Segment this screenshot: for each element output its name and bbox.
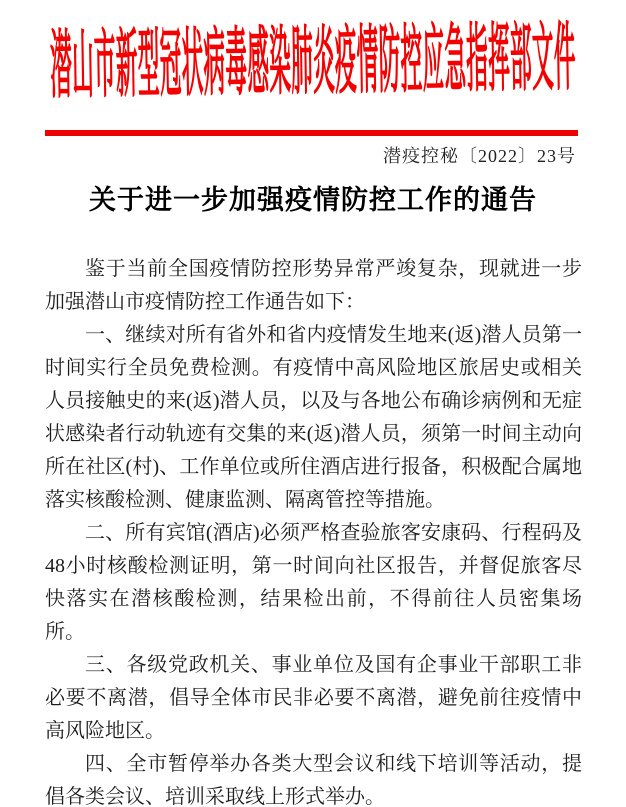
paragraph-intro: 鉴于当前全国疫情防控形势异常严竣复杂，现就进一步加强潜山市疫情防控工作通告如下： xyxy=(45,258,582,313)
paragraph-item-4: 四、全市暂停举办各类大型会议和线下培训等活动，提倡各类会议、培训采取线上形式举办。 xyxy=(45,753,582,807)
document-number: 潜疫控秘〔2022〕23号 xyxy=(383,146,576,166)
document-body xyxy=(45,253,582,807)
document-title: 关于进一步加强疫情防控工作的通告 xyxy=(89,185,537,215)
paragraph-item-2: 二、所有宾馆(酒店)必须严格查验旅客安康码、行程码及48小时核酸检测证明，第一时间向社区报告，并督促旅客尽快落实在潜核酸检测，结果检出前，不得前往人员密集场所。 xyxy=(45,522,582,643)
red-header-banner xyxy=(0,12,626,120)
paragraph-item-3: 三、各级党政机关、事业单位及国有企事业干部职工非必要不离潜，倡导全体市民非必要不离潜，避免前往疫情中高风险地区。 xyxy=(45,654,582,742)
paragraph-item-1: 一、继续对所有省外和省内疫情发生地来(返)潜人员第一时间实行全员免费检测。有疫情中高风险地区旅居史或相关人员接触史的来(返)潜人员，以及与各地公布确诊病例和无症状感染者行动轨迹有交集的来(返)潜人员，须第一时间主动向所在社区(村)、工作单位或所住酒店进行报备，积极配合属地落实核酸检测、健康监测、隔离管控等措施。 xyxy=(45,324,582,511)
red-divider-line xyxy=(45,130,578,136)
agency-banner-text: 潜山市新型冠状病毒感染肺炎疫情防控应急指挥部文件 xyxy=(49,16,577,108)
